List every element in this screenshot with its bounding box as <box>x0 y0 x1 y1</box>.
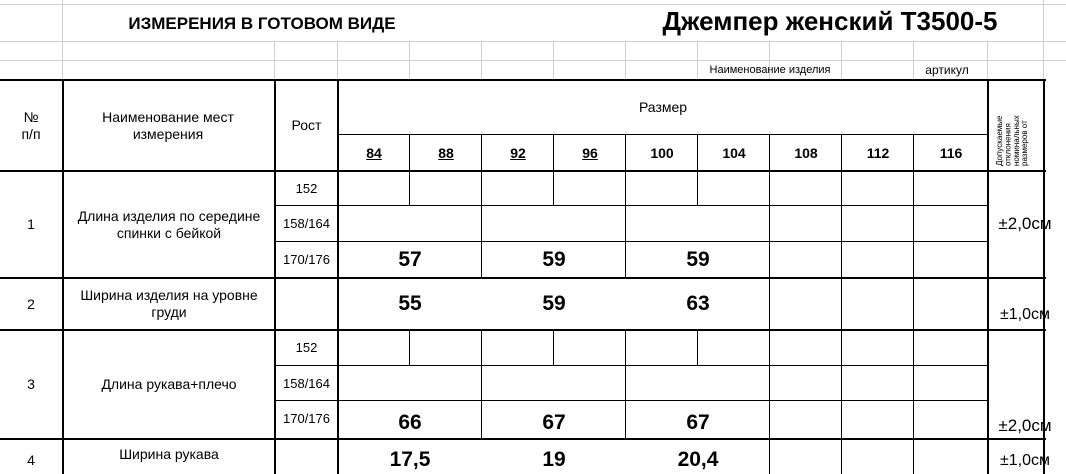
table-border <box>769 329 770 439</box>
grid-line <box>481 41 482 81</box>
table-border <box>697 170 698 206</box>
table-border <box>481 170 482 278</box>
row-number: 2 <box>27 295 35 312</box>
value-cell: 55 <box>398 292 422 316</box>
table-border <box>913 277 914 330</box>
table-border <box>769 438 770 474</box>
table-border <box>625 170 626 278</box>
table-border <box>841 170 842 278</box>
column-header-number: № п/п <box>21 108 41 142</box>
size-header: 100 <box>650 145 674 162</box>
value-cell: 59 <box>686 248 710 272</box>
row-number: 3 <box>27 376 35 393</box>
tolerance-cell: ±1,0см <box>999 452 1051 470</box>
grid-line <box>553 41 554 81</box>
row-name: Ширина рукава <box>119 445 219 462</box>
product-title: Джемпер женский Т3500-5 <box>662 6 998 37</box>
size-header: 88 <box>438 145 454 162</box>
height-cell: 158/164 <box>283 216 330 232</box>
table-border <box>274 205 988 206</box>
value-cell: 67 <box>686 411 710 435</box>
tolerance-cell: ±2,0см <box>998 214 1052 234</box>
value-cell: 57 <box>398 248 422 272</box>
grid-line <box>274 41 275 81</box>
size-header: 104 <box>722 145 746 162</box>
column-header-height: Рост <box>291 117 322 134</box>
table-border <box>625 329 626 439</box>
value-cell: 17,5 <box>389 448 431 472</box>
table-border <box>841 438 842 474</box>
value-cell: 59 <box>542 292 566 316</box>
grid-line <box>337 41 338 81</box>
table-border <box>553 170 554 206</box>
size-header: 92 <box>510 145 526 162</box>
grid-line <box>841 41 842 81</box>
table-border <box>553 329 554 366</box>
table-border <box>625 134 626 171</box>
table-border <box>697 329 698 366</box>
column-header-place: Наименование мест измерения <box>102 108 234 142</box>
table-border <box>274 241 988 242</box>
size-header: 108 <box>794 145 818 162</box>
table-border <box>409 329 410 366</box>
size-header: 96 <box>582 145 598 162</box>
table-border <box>913 134 914 171</box>
grid-line <box>0 60 1066 61</box>
table-border <box>274 365 988 366</box>
column-header-tolerance: Допускаемые отклонения номинальных размеров от <box>995 115 1030 166</box>
value-cell: 67 <box>542 411 566 435</box>
table-border <box>409 134 410 171</box>
height-cell: 170/176 <box>283 252 330 268</box>
size-header: 116 <box>939 145 963 162</box>
tolerance-cell: ±1,0см <box>999 306 1051 324</box>
column-header-size: Размер <box>638 99 688 116</box>
height-cell: 152 <box>295 180 318 196</box>
article-label: артикул <box>925 62 969 77</box>
table-border <box>481 329 482 439</box>
grid-line <box>625 41 626 81</box>
table-border <box>841 277 842 330</box>
grid-line <box>409 41 410 81</box>
table-border <box>62 79 64 474</box>
row-name: Длина изделия по середине спинки с бейкой <box>77 207 261 241</box>
row-number: 4 <box>27 451 35 468</box>
value-cell: 63 <box>686 292 710 316</box>
table-border <box>553 134 554 171</box>
table-border <box>337 134 988 135</box>
table-border <box>274 400 988 401</box>
table-border <box>841 329 842 439</box>
row-name: Длина рукава+плечо <box>101 376 237 393</box>
table-border <box>481 134 482 171</box>
value-cell: 66 <box>398 411 422 435</box>
height-cell: 152 <box>295 340 318 356</box>
tolerance-cell: ±2,0см <box>998 415 1052 435</box>
grid-line <box>697 41 698 81</box>
table-border <box>769 277 770 330</box>
table-border <box>769 170 770 278</box>
table-border <box>697 134 698 171</box>
size-header: 112 <box>866 145 890 162</box>
row-number: 1 <box>27 216 35 233</box>
value-cell: 19 <box>542 448 566 472</box>
table-border <box>409 170 410 206</box>
value-cell: 20,4 <box>677 448 719 472</box>
table-border <box>913 170 914 278</box>
size-header: 84 <box>366 145 382 162</box>
table-border <box>841 134 842 171</box>
grid-line <box>987 41 988 81</box>
table-border <box>913 438 914 474</box>
table-border <box>913 329 914 439</box>
value-cell: 59 <box>542 248 566 272</box>
row-name: Ширина изделия на уровне груди <box>80 287 258 320</box>
section-title: ИЗМЕРЕНИЯ В ГОТОВОМ ВИДЕ <box>128 13 396 33</box>
product-name-label: Наименование изделия <box>709 64 831 77</box>
table-border <box>769 134 770 171</box>
height-cell: 170/176 <box>283 411 330 427</box>
height-cell: 158/164 <box>283 375 330 391</box>
